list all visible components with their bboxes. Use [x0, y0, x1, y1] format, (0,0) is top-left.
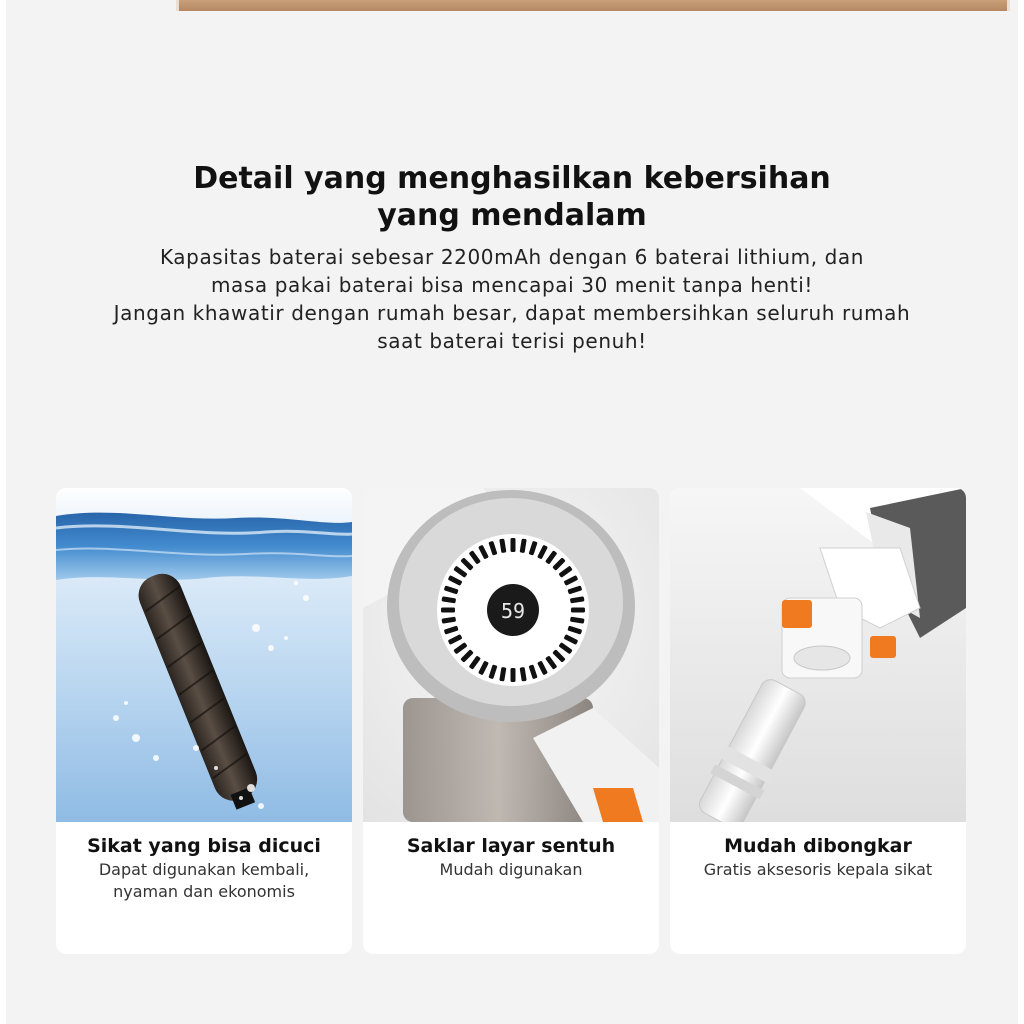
vent-slot: [571, 608, 585, 613]
description-line-2: masa pakai baterai bisa mencapai 30 menit tanpa henti!: [210, 273, 814, 297]
feature-card-touch-screen: [363, 488, 659, 954]
feature-desc-line-1: Mudah digunakan: [439, 860, 583, 879]
description-line-3: Jangan khawatir dengan rumah besar, dapat membersihkan seluruh rumah: [113, 301, 911, 325]
feature-description: [56, 859, 352, 903]
feature-desc-line-2: nyaman dan ekonomis: [113, 882, 295, 901]
headline-line-1: Detail yang menghasilkan kebersihan: [193, 161, 831, 196]
top-banner-photo-edge: [176, 0, 1010, 11]
brush-roller-image: [56, 488, 352, 822]
feature-desc-line-1: Dapat digunakan kembali,: [98, 860, 310, 879]
touch-display-image: [363, 488, 659, 822]
feature-title: Mudah dibongkar: [724, 835, 912, 857]
feature-description: [363, 859, 659, 881]
headline-line-2: yang mendalam: [377, 198, 647, 233]
description-line-1: Kapasitas baterai sebesar 2200mAh dengan 6 baterai lithium, dan: [159, 245, 865, 269]
detachable-parts-image: [670, 488, 966, 822]
section-headline: [0, 160, 1024, 234]
feature-description: [670, 859, 966, 881]
description-line-4: saat baterai terisi penuh!: [377, 329, 647, 353]
feature-card-washable-brush: [56, 488, 352, 954]
feature-desc-line-1: Gratis aksesoris kepala sikat: [703, 860, 933, 879]
display-readout: 59: [500, 599, 526, 623]
feature-card-easy-disassembly: [670, 488, 966, 954]
feature-title: Sikat yang bisa dicuci: [87, 835, 321, 857]
vent-slot: [441, 608, 455, 613]
feature-title: Saklar layar sentuh: [406, 835, 616, 857]
feature-cards: [56, 488, 966, 954]
vent-slot: [511, 538, 516, 552]
vent-slot: [511, 668, 516, 682]
section-description: [0, 243, 1024, 355]
